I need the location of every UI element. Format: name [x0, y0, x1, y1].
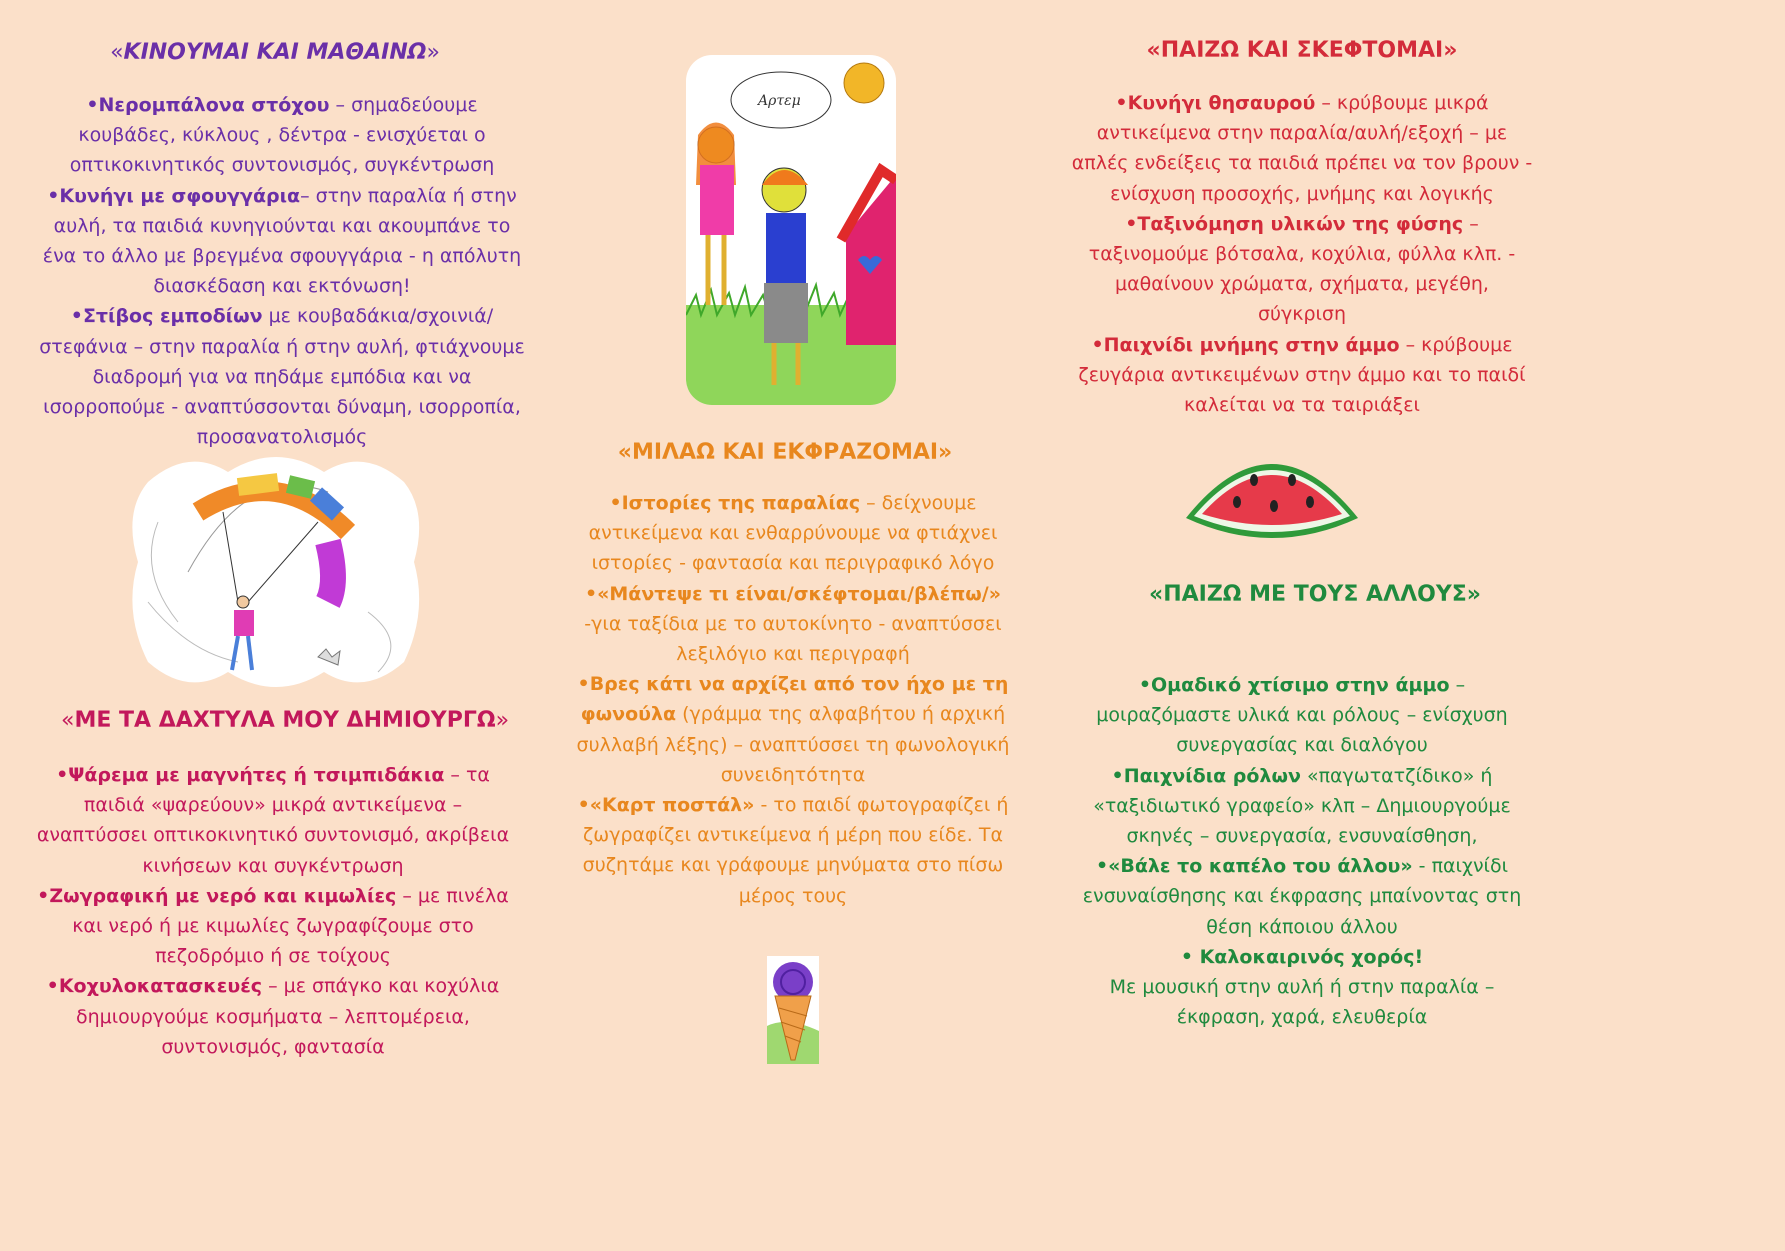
- watermelon-drawing: [1182, 440, 1362, 552]
- children-drawing: [686, 55, 896, 405]
- list-item: •Στίβος εμποδίων με κουβαδάκια/σχοινιά/ στεφάνια – στην παραλία ή στην αυλή, φτιάχνουμε διαδρομή για να πηδάμε εμπόδια και να ισορροπούμε - αναπτύσσονται δύναμη, ισορροπία, προσανατολισμός: [39, 305, 525, 449]
- heading-open-quote: «: [110, 40, 124, 65]
- heading-kinoumai: [40, 40, 510, 65]
- heading-daxtyla-text: ΜΕ ΤΑ ΔΑΧΤΥΛΑ ΜΟΥ ΔΗΜΙΟΥΡΓΩ: [74, 708, 496, 733]
- heading-paizo-skeftomai: «ΠΑΙΖΩ ΚΑΙ ΣΚΕΦΤΟΜΑΙ»: [1146, 38, 1458, 63]
- heading-close-quote: »: [426, 40, 440, 65]
- list-item: •Ταξινόμηση υλικών της φύσης – ταξινομούμε βότσαλα, κοχύλια, φύλλα κλπ. - μαθαίνουν χρώματα, σχήματα, μεγέθη, σύγκριση: [1088, 212, 1516, 326]
- list-item: •Ιστορίες της παραλίας – δείχνουμε αντικείμενα και ενθαρρύνουμε να φτιάχνει ιστορίες - φαντασία και περιγραφικό λόγο: [588, 492, 998, 575]
- list-paizo-skeftomai: [1068, 88, 1536, 420]
- list-item: •Ψάρεμα με μαγνήτες ή τσιμπιδάκια – τα παιδιά «ψαρεύουν» μικρά αντικείμενα – αναπτύσσει οπτικοκινητικό συντονισμό, ακρίβεια κινήσεων και συγκέντρωση: [36, 764, 510, 877]
- heading-paizo-allous: «ΠΑΙΖΩ ΜΕ ΤΟΥΣ ΑΛΛΟΥΣ»: [1148, 582, 1481, 607]
- list-item: •«Καρτ ποστάλ» - το παιδί φωτογραφίζει ή ζωγραφίζει αντικείμενα ή μέρη που είδε. Τα συζητάμε και γράφουμε μηνύματα στο πίσω μέρος τους: [577, 794, 1009, 907]
- list-item: •Ζωγραφική με νερό και κιμωλίες – με πινέλα και νερό ή με κιμωλίες ζωγραφίζουμε στο πεζοδρόμιο ή σε τοίχους: [37, 884, 509, 968]
- list-item: •Ομαδικό χτίσιμο στην άμμο – μοιραζόμαστε υλικά και ρόλους – ενίσχυση συνεργασίας και διαλόγου: [1096, 674, 1508, 757]
- speech-bubble-text: Αρτεμ: [758, 93, 801, 109]
- list-daxtyla: [30, 760, 516, 1062]
- list-paizo-allous: [1076, 670, 1528, 1032]
- heading-open-quote: «: [60, 708, 75, 733]
- list-item: •Βρες κάτι να αρχίζει από τον ήχο με τη φωνούλα (γράμμα της αλφαβήτου ή αρχική συλλαβή λέξης) – αναπτύσσει τη φωνολογική συνειδητότητα: [576, 673, 1010, 786]
- list-item: •«Μάντεψε τι είναι/σκέφτομαι/βλέπω/» -για ταξίδια με το αυτοκίνητο - αναπτύσσει λεξιλόγιο και περιγραφή: [584, 582, 1002, 666]
- list-item: •Νερομπάλονα στόχου – σημαδεύουμε κουβάδες, κύκλους , δέντρα - ενισχύεται ο οπτικοκινητικός συντονισμός, συγκέντρωση: [69, 94, 495, 177]
- list-milao: [574, 488, 1012, 911]
- heading-kinoumai-text: ΚΙΝΟΥΜΑΙ ΚΑΙ ΜΑΘΑΙΝΩ: [123, 40, 427, 65]
- heading-daxtyla: [30, 708, 540, 733]
- heading-milao: «ΜΙΛΑΩ ΚΑΙ ΕΚΦΡΑΖΟΜΑΙ»: [617, 440, 953, 465]
- list-item: •Παιχνίδια ρόλων «παγωτατζίδικο» ή «ταξιδιωτικό γραφείο» κλπ – Δημιουργούμε σκηνές – συνεργασία, ενσυναίσθηση,: [1093, 764, 1511, 848]
- list-item: •Κυνήγι με σφουγγάρια– στην παραλία ή στην αυλή, τα παιδιά κυνηγιούνται και ακουμπάνε το ένα το άλλο με βρεγμένα σφουγγάρια - η απόλυτη διασκέδαση και εκτόνωση!: [42, 184, 522, 298]
- list-item: •«Βάλε το καπέλο του άλλου» - παιχνίδι ενσυναίσθησης και έκφρασης μπαίνοντας στη θέση κάποιου άλλου: [1082, 855, 1522, 938]
- list-item: •Κυνήγι θησαυρού – κρύβουμε μικρά αντικείμενα στην παραλία/αυλή/εξοχή – με απλές ενδείξεις τα παιδιά πρέπει να τον βρουν - ενίσχυση προσοχής, μνήμης και λογικής: [1071, 92, 1533, 205]
- list-item: • Καλοκαιρινός χορός! Με μουσική στην αυλή ή στην παραλία – έκφραση, χαρά, ελευθερία: [1109, 945, 1495, 1029]
- list-item: •Κοχυλοκατασκευές – με σπάγκο και κοχύλια δημιουργούμε κοσμήματα – λεπτομέρεια, συντονισμός, φαντασία: [46, 975, 500, 1058]
- list-kinoumai: [36, 90, 528, 452]
- heading-close-quote: »: [495, 708, 510, 733]
- list-item: •Παιχνίδι μνήμης στην άμμο – κρύβουμε ζευγάρια αντικειμένων στην άμμο και το παιδί καλείται να τα ταιριάξει: [1078, 333, 1526, 417]
- rainbow-parachute-drawing: [128, 452, 424, 694]
- ice-cream-drawing: [767, 956, 819, 1064]
